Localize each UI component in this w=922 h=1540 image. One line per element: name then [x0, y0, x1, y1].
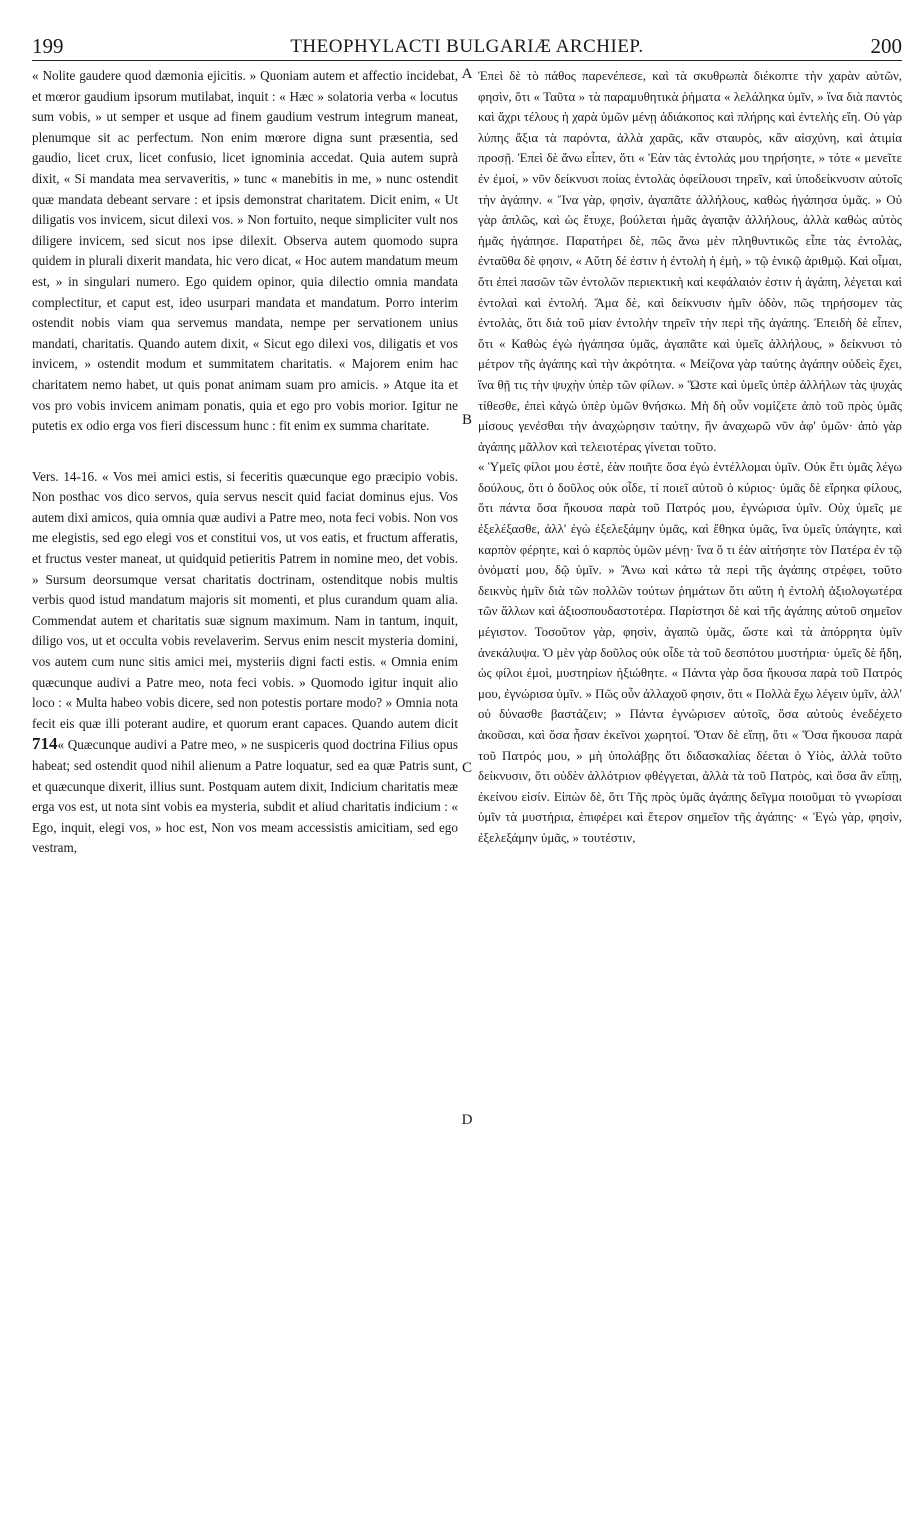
latin-paragraph-1: « Nolite gaudere quod dæmonia ejicitis. » Quoniam autem et affectio incidebat, et mœror gaudium ipsorum mutilabat, inquit : « Hæc » solatoria verba « locutus sum vobis, » ut semper et usque ad finem gaudium vestrum integrum maneat, plenumque sit ac perfectum. Non enim mœrore digna sunt præsentia, sed gaudio, licet crux, licet confusio, licet ignominia accedat. Quia autem suprà dixit, « Si mandata mea servaveritis, » tunc « manebitis in me, » nunc ostendit quæ mandata debeant servare : et ipsis demonstrat charitatem. Dicit enim, « Ut diligatis vos invicem, sicut dilexi vos. » Non fortuito, neque simpliciter vult nos diligere invicem, sed sicut nos ipse dilexit. Observa autem quomodo supra quidem in plurali dixerit mandata, hic vero dicat, « Hoc autem mandatum meum est, » in singulari numero. Ego quidem opinor, quia dilectio omnia mandata complectitur, et caput est, ideo usurpari mandata et mandatum. Porro interim ostendit nobis viam qua servemus mandata, nempe per servationem unius mandati, charitatis. Quando autem dixit, « Sicut ego dilexi vos, diligatis et vos invicem, » ostendit modum et summitatem charitatis. « Majorem enim hac charitatem nemo habet, ut quis ponat animam suam pro amicis. » Atque ita et vos pro vobis invicem animam ponatis, quia et ego pro vobis morior. Igitur ne putetis ex odio erga vos fieri discessum hunc : fit enim ex summa charitate. [32, 68, 458, 434]
greek-paragraph-1: Ἐπεὶ δὲ τὸ πάθος παρενέπεσε, καὶ τὰ σκυθρωπὰ διέκοπτε τὴν χαρὰν αὐτῶν, φησὶν, ὅτι « Ταῦτα » τὰ παραμυθητικὰ ῥήματα « λελάληκα ὑμῖν, » ἵνα διὰ παντὸς καὶ ἄχρι τέλους ἡ χαρὰ ὑμῶν μένῃ ἀδιάκοπος καὶ πλήρης καὶ ἐντελὴς εἴη. Οὐ γὰρ λύπης ἄξια τὰ παρόντα, ἀλλὰ χαρᾶς, κἂν σταυρὸς, κἂν αἰσχύνη, καὶ ἀτιμία προσῇ. Ἐπεὶ δὲ ἄνω εἶπεν, ὅτι « Ἐὰν τὰς ἐντολάς μου τηρήσητε, » τότε « μενεῖτε ἐν ἐμοί, » νῦν δείκνυσι ποίας ἐντολὰς ὀφείλουσι τηρεῖν, καὶ ὑποδείκνυσιν αὐτοῖς τὴν ἀγάπην. « Ἵνα γὰρ, φησὶν, ἀγαπᾶτε ἀλλήλους, καθὼς ἠγάπησα ὑμᾶς. » Οὐ γὰρ ἁπλῶς, καὶ ὡς ἔτυχε, βούλεται ἡμᾶς ἀγαπᾷν ἀλλήλους, ἀλλὰ καθὼς αὐτὸς ἡμᾶς ἠγάπησε. Παρατήρει δὲ, πῶς ἄνω μὲν πληθυντικῶς εἶπε τὰς ἐντολὰς, ἐνταῦθα δὲ φησιν, « Αὕτη δέ ἐστιν ἡ ἐντολὴ ἡ ἐμὴ, » τῷ ἑνικῷ ἀριθμῷ. Καὶ οἶμαι, ὅτι ἐπεὶ πασῶν τῶν ἐντολῶν περιεκτικὴ καὶ κεφάλαιόν ἐστιν ἡ ἀγάπη, λέγεται καὶ ἐντολαὶ καὶ ἐντολή. Ἅμα δὲ, καὶ δείκνυσιν ἡμῖν ὁδὸν, πῶς τηρήσομεν τὰς ἐντολὰς, ὅτι διὰ τοῦ μίαν ἐντολὴν τηρεῖν τὴν περὶ τῆς ἀγάπης. Ἐπειδὴ δὲ εἶπεν, ὅτι « Καθὼς ἐγὼ ἠγάπησα ὑμᾶς, ἀγαπᾶτε καὶ ὑμεῖς ἀλλήλους, » δείκνυσι τὸ μέτρον τῆς ἀγάπης καὶ τὴν ἀκρότητα. « Μείζονα γὰρ ταύτης ἀγάπην οὐδεὶς ἔχει, ἵνα θῇ τις τὴν ψυχὴν ὑπὲρ τῶν φίλων. » Ὥστε καὶ ὑμεῖς ὑπὲρ ἀλλήλων τὰς ψυχὰς τίθεσθε, ἐπεὶ κἀγὼ ὑπὲρ ὑμῶν θνήσκω. Μὴ δὴ οὖν νομίζετε ἀπὸ τοῦ πρὸς ὑμᾶς μίσους γενέσθαι τὴν ἀναχώρησιν ταύτην, ἣν ἀναχωρῶ νῦν ἀφ' ὑμῶν· ἀπὸ γὰρ ἀγάπης μᾶλλον καὶ τελειοτέρας γίνεται τοῦτο. [478, 69, 902, 454]
running-title: THEOPHYLACTI BULGARIÆ ARCHIEP. [290, 36, 644, 57]
greek-column [478, 66, 902, 849]
latin-paragraph-2-text: Vers. 14-16. « Vos mei amici estis, si feceritis quæcunque ego præcipio vobis. Non posthac vos dico servos, quia servus nescit quid faciat dominus ejus. Vos autem dixi amicos, quia omnia quæ audivi a Patre meo, nota feci vobis. Non vos me elegistis, sed ego elegi vos et constitui vos, ut vos eatis, et fructum afferatis, et fructus vester maneat, ut quidquid petieritis Patrem in nomine meo, det vobis. » Sursum deorsumque versat charitatis doctrinam, ostenditque nobis multis verbis quod istud mandatum majoris sit momenti, et plus curandum quam alia. Commendat autem et charitatis suæ signum maximum. Nam in tantum, inquit, diligo vos, ut et occulta vobis revelaverim. Servus enim nescit mysteria domini, vos autem cum nunc sitis amici mei, mysteriis digni facti estis. « Omnia enim quæcunque audivi a Patre meo, nota feci vobis. » Quomodo igitur inquit alio loco : « Multa habeo vobis dicere, sed non potestis portare modo? » Omnia nota fecit eis quæ illi poterant audire, et quorum erant capaces. Quando autem dicit [32, 468, 458, 731]
page-number-right: 200 [870, 34, 902, 58]
latin-paragraph-2-cont: « Quæcunque audivi a Patre meo, » ne suspiceris quod doctrina Filius opus habeat; sed ostendit quod nihil alienum a Patre loquatur, sed ea quæ Patris sunt, et quæcunque dixerit, illius sunt. Postquam autem dixit, Indicium charitatis meæ erga vos est, ut nota sint vobis ea mysteria, subdit et aliud charitatis indicium : « Ego, inquit, elegi vos, » hoc est, Non vos meam accessistis amicitiam, sed ego vestram, [32, 737, 458, 856]
page-number-left: 199 [32, 34, 64, 58]
margin-marker-c: C [461, 760, 472, 776]
latin-paragraph-2 [32, 467, 458, 859]
running-header [32, 34, 902, 61]
margin-marker-b: B [461, 412, 472, 428]
margin-marker-a: A [461, 66, 473, 82]
column-number: 714 [32, 734, 58, 754]
margin-marker-d: D [461, 1112, 473, 1128]
latin-column [32, 66, 458, 859]
greek-paragraph-2: « Ὑμεῖς φίλοι μου ἐστὲ, ἐὰν ποιῆτε ὅσα ἐγὼ ἐντέλλομαι ὑμῖν. Οὐκ ἔτι ὑμᾶς λέγω δούλους, ὅτι ὁ δοῦλος οὐκ οἶδε, τί ποιεῖ αὐτοῦ ὁ κύριος· ὑμᾶς δὲ εἴρηκα φίλους, ὅτι πάντα ὅσα ἤκουσα παρὰ τοῦ Πατρός μου, ἐγνώρισα ὑμῖν. Οὐχ ὑμεῖς με ἐξελέξασθε, ἀλλ' ἐγὼ ἐξελεξάμην ὑμᾶς, καὶ ἔθηκα ὑμᾶς, ἵνα ὑμεῖς ὑπάγητε, καὶ καρπὸν φέρητε, καὶ ὁ καρπὸς ὑμῶν μένῃ· ἵνα ὅ τι ἐὰν αἰτήσητε τὸν Πατέρα ἐν τῷ ὀνόματί μου, δῷ ὑμῖν. » Ἄνω καὶ κάτω τὰ περὶ τῆς ἀγάπης στρέφει, τοῦτο δεικνὺς ἡμῖν διὰ τῶν πολλῶν τούτων ῥημάτων ὅτι αὕτη ἡ ἐντολὴ ἀξιολογωτέρα τῶν ἄλλων καὶ ἀξιοσπουδαστοτέρα. Παρίστησι δὲ καὶ τῆς ἀγάπης αὐτοῦ σημεῖον μέγιστον. Τοσοῦτον γὰρ, φησὶν, ἀγαπῶ ὑμᾶς, ὥστε καὶ τὰ ἀπόρρητα ὑμῖν ἀνεκάλυψα. Ὁ μὲν γὰρ δοῦλος οὐκ οἶδε τὰ τοῦ δεσπότου μυστήρια· ὑμεῖς δὲ ἤδη, ὡς φίλοι ἐμοὶ, μυστηρίων ἠξιώθητε. « Πάντα γὰρ ὅσα ἤκουσα παρὰ τοῦ Πατρός μου, ἐγνώρισα ὑμῖν. » Πῶς οὖν ἀλλαχοῦ φησιν, ὅτι « Πολλὰ ἔχω λέγειν ὑμῖν, ἀλλ' οὐ δύνασθε βαστάζειν; » Πάντα ἐγνώρισεν αὐτοῖς, ὅσα αὐτοὺς ἐνεδέχετο ἀκοῦσαι, καὶ ὅσα ἦσαν ἐκεῖνοι χωρητοί. Ὅταν δὲ εἴπῃ, ὅτι « Ὅσα ἤκουσα παρὰ τοῦ Πατρός μου, » μὴ ὑπολάβῃς ὅτι διδασκαλίας δέεται ὁ Υἱὸς, ἀλλὰ τοῦτο δείκνυσιν, ὅτι οὐδὲν ἀλλότριον φθέγγεται, ἀλλὰ τὰ τοῦ Πατρὸς, καὶ ὅσα ἂν εἴπῃ, ἐκείνου εἰσίν. Εἰπὼν δὲ, ὅτι Τῆς πρὸς ὑμᾶς ἀγάπης δεῖγμα ποιοῦμαι τὸ γνωρίσαι ὑμῖν τὰ μυστήρια, ἐπιφέρει καὶ ἕτερον σημεῖον τῆς ἀγάπης· « Ἐγὼ γὰρ, φησὶν, ἐξελεξάμην ὑμᾶς, » τουτέστιν, [478, 460, 902, 845]
